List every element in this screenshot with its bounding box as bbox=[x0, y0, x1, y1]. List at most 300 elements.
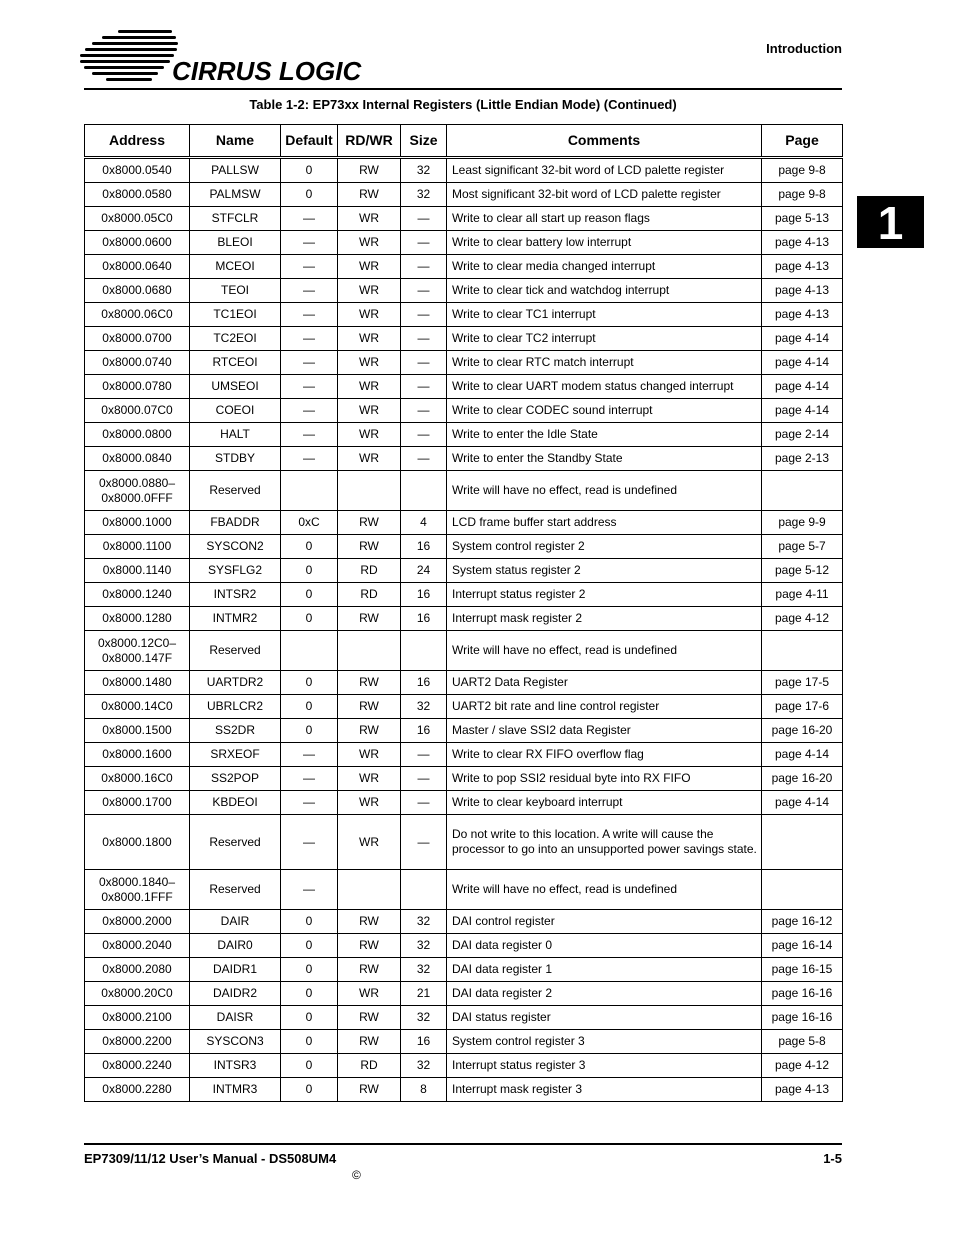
table-row bbox=[85, 423, 843, 447]
default-cell: 0 bbox=[281, 695, 338, 719]
name-cell: SYSFLG2 bbox=[190, 559, 281, 583]
name-cell: DAIR0 bbox=[190, 934, 281, 958]
rdwr-cell: WR bbox=[338, 815, 401, 870]
comment-cell: Write to clear CODEC sound interrupt bbox=[447, 399, 762, 423]
default-cell: — bbox=[281, 743, 338, 767]
default-cell: 0 bbox=[281, 1078, 338, 1102]
name-cell: DAIR bbox=[190, 910, 281, 934]
default-cell: — bbox=[281, 447, 338, 471]
default-cell: 0 bbox=[281, 583, 338, 607]
default-cell: — bbox=[281, 303, 338, 327]
page-cell: page 9-8 bbox=[762, 158, 843, 183]
size-cell: 16 bbox=[401, 607, 447, 631]
size-cell: 16 bbox=[401, 535, 447, 559]
table-row bbox=[85, 255, 843, 279]
header-rule bbox=[84, 88, 842, 90]
table-row bbox=[85, 158, 843, 183]
address-cell: 0x8000.20C0 bbox=[85, 982, 190, 1006]
address-cell: 0x8000.2000 bbox=[85, 910, 190, 934]
comment-cell: Write to enter the Standby State bbox=[447, 447, 762, 471]
name-cell: HALT bbox=[190, 423, 281, 447]
size-cell: — bbox=[401, 327, 447, 351]
rdwr-cell: RW bbox=[338, 183, 401, 207]
table-row bbox=[85, 471, 843, 511]
name-cell: INTMR2 bbox=[190, 607, 281, 631]
copyright-symbol: © bbox=[352, 1168, 361, 1182]
name-cell: Reserved bbox=[190, 815, 281, 870]
page-cell bbox=[762, 870, 843, 910]
default-cell: — bbox=[281, 815, 338, 870]
table-row bbox=[85, 1054, 843, 1078]
table-row bbox=[85, 719, 843, 743]
rdwr-cell: RW bbox=[338, 1006, 401, 1030]
footer-rule bbox=[84, 1143, 842, 1145]
page-cell: page 2-13 bbox=[762, 447, 843, 471]
name-cell: STFCLR bbox=[190, 207, 281, 231]
page-cell: page 4-14 bbox=[762, 791, 843, 815]
default-cell: — bbox=[281, 327, 338, 351]
size-cell: — bbox=[401, 279, 447, 303]
address-cell: 0x8000.0680 bbox=[85, 279, 190, 303]
address-cell: 0x8000.2100 bbox=[85, 1006, 190, 1030]
rdwr-cell: RW bbox=[338, 1030, 401, 1054]
page-cell: page 17-5 bbox=[762, 671, 843, 695]
rdwr-cell bbox=[338, 870, 401, 910]
default-cell: 0 bbox=[281, 910, 338, 934]
rdwr-cell: WR bbox=[338, 279, 401, 303]
comment-cell: Least significant 32-bit word of LCD palette register bbox=[447, 158, 762, 183]
size-cell: 16 bbox=[401, 583, 447, 607]
name-cell: STDBY bbox=[190, 447, 281, 471]
rdwr-cell: RD bbox=[338, 583, 401, 607]
table-row bbox=[85, 375, 843, 399]
page-cell: page 5-7 bbox=[762, 535, 843, 559]
size-cell: — bbox=[401, 743, 447, 767]
name-cell: MCEOI bbox=[190, 255, 281, 279]
address-cell: 0x8000.0640 bbox=[85, 255, 190, 279]
name-cell: SYSCON2 bbox=[190, 535, 281, 559]
address-cell: 0x8000.07C0 bbox=[85, 399, 190, 423]
rdwr-cell: WR bbox=[338, 743, 401, 767]
address-cell: 0x8000.1100 bbox=[85, 535, 190, 559]
table-row bbox=[85, 607, 843, 631]
comment-cell: DAI status register bbox=[447, 1006, 762, 1030]
column-header: RD/WR bbox=[338, 125, 401, 158]
name-cell: KBDEOI bbox=[190, 791, 281, 815]
rdwr-cell: WR bbox=[338, 423, 401, 447]
comment-cell: Write to pop SSI2 residual byte into RX FIFO bbox=[447, 767, 762, 791]
comment-cell: System control register 3 bbox=[447, 1030, 762, 1054]
page-cell: page 4-14 bbox=[762, 743, 843, 767]
rdwr-cell: RW bbox=[338, 158, 401, 183]
default-cell: 0 bbox=[281, 183, 338, 207]
default-cell: — bbox=[281, 279, 338, 303]
default-cell: — bbox=[281, 375, 338, 399]
rdwr-cell: WR bbox=[338, 231, 401, 255]
name-cell: INTSR3 bbox=[190, 1054, 281, 1078]
size-cell: 4 bbox=[401, 511, 447, 535]
address-cell: 0x8000.1700 bbox=[85, 791, 190, 815]
name-cell: UBRLCR2 bbox=[190, 695, 281, 719]
name-cell: TEOI bbox=[190, 279, 281, 303]
size-cell: — bbox=[401, 255, 447, 279]
chapter-tab: 1 bbox=[857, 196, 924, 248]
rdwr-cell: WR bbox=[338, 767, 401, 791]
rdwr-cell: WR bbox=[338, 303, 401, 327]
register-table bbox=[84, 124, 843, 1102]
comment-cell: UART2 Data Register bbox=[447, 671, 762, 695]
rdwr-cell: WR bbox=[338, 327, 401, 351]
address-cell: 0x8000.2240 bbox=[85, 1054, 190, 1078]
table-row bbox=[85, 207, 843, 231]
default-cell: — bbox=[281, 207, 338, 231]
page-cell: page 4-13 bbox=[762, 231, 843, 255]
comment-cell: System control register 2 bbox=[447, 535, 762, 559]
comment-cell: Write will have no effect, read is undefined bbox=[447, 471, 762, 511]
size-cell: — bbox=[401, 791, 447, 815]
register-table-body bbox=[85, 158, 843, 1102]
page-cell: page 5-8 bbox=[762, 1030, 843, 1054]
address-cell: 0x8000.1600 bbox=[85, 743, 190, 767]
size-cell: 32 bbox=[401, 183, 447, 207]
table-row bbox=[85, 671, 843, 695]
comment-cell: Interrupt mask register 3 bbox=[447, 1078, 762, 1102]
default-cell: — bbox=[281, 231, 338, 255]
size-cell: — bbox=[401, 399, 447, 423]
comment-cell: Write to clear media changed interrupt bbox=[447, 255, 762, 279]
comment-cell: Interrupt status register 2 bbox=[447, 583, 762, 607]
default-cell: — bbox=[281, 351, 338, 375]
size-cell: — bbox=[401, 303, 447, 327]
size-cell bbox=[401, 471, 447, 511]
name-cell: PALMSW bbox=[190, 183, 281, 207]
table-row bbox=[85, 351, 843, 375]
name-cell: DAIDR2 bbox=[190, 982, 281, 1006]
size-cell: 32 bbox=[401, 695, 447, 719]
page-cell: page 16-16 bbox=[762, 1006, 843, 1030]
comment-cell: Write to clear RTC match interrupt bbox=[447, 351, 762, 375]
address-cell: 0x8000.1800 bbox=[85, 815, 190, 870]
address-cell: 0x8000.1280 bbox=[85, 607, 190, 631]
name-cell: TC1EOI bbox=[190, 303, 281, 327]
size-cell: — bbox=[401, 231, 447, 255]
page-cell: page 9-8 bbox=[762, 183, 843, 207]
page-cell: page 4-14 bbox=[762, 399, 843, 423]
page-cell: page 4-13 bbox=[762, 1078, 843, 1102]
comment-cell: Write to clear all start up reason flags bbox=[447, 207, 762, 231]
page-cell: page 4-14 bbox=[762, 351, 843, 375]
rdwr-cell: WR bbox=[338, 375, 401, 399]
name-cell: UARTDR2 bbox=[190, 671, 281, 695]
default-cell: 0 bbox=[281, 1030, 338, 1054]
column-header: Default bbox=[281, 125, 338, 158]
name-cell: TC2EOI bbox=[190, 327, 281, 351]
name-cell: DAIDR1 bbox=[190, 958, 281, 982]
table-row bbox=[85, 1078, 843, 1102]
comment-cell: Write will have no effect, read is undefined bbox=[447, 870, 762, 910]
name-cell: INTMR3 bbox=[190, 1078, 281, 1102]
comment-cell: Write to clear TC1 interrupt bbox=[447, 303, 762, 327]
page-cell: page 4-12 bbox=[762, 607, 843, 631]
comment-cell: Write to clear RX FIFO overflow flag bbox=[447, 743, 762, 767]
table-row bbox=[85, 815, 843, 870]
rdwr-cell bbox=[338, 471, 401, 511]
rdwr-cell: RW bbox=[338, 958, 401, 982]
table-row bbox=[85, 870, 843, 910]
size-cell: 24 bbox=[401, 559, 447, 583]
address-cell: 0x8000.0600 bbox=[85, 231, 190, 255]
address-cell: 0x8000.0800 bbox=[85, 423, 190, 447]
footer-page-number: 1-5 bbox=[823, 1151, 842, 1166]
table-row bbox=[85, 791, 843, 815]
address-cell: 0x8000.05C0 bbox=[85, 207, 190, 231]
page-cell: page 5-12 bbox=[762, 559, 843, 583]
page-cell: page 4-11 bbox=[762, 583, 843, 607]
page-cell: page 16-15 bbox=[762, 958, 843, 982]
comment-cell: System status register 2 bbox=[447, 559, 762, 583]
table-row bbox=[85, 399, 843, 423]
default-cell bbox=[281, 631, 338, 671]
table-row bbox=[85, 231, 843, 255]
rdwr-cell: RW bbox=[338, 607, 401, 631]
comment-cell: UART2 bit rate and line control register bbox=[447, 695, 762, 719]
name-cell: SRXEOF bbox=[190, 743, 281, 767]
table-row bbox=[85, 910, 843, 934]
name-cell: SS2POP bbox=[190, 767, 281, 791]
address-cell: 0x8000.2080 bbox=[85, 958, 190, 982]
page-cell: page 4-13 bbox=[762, 279, 843, 303]
name-cell: DAISR bbox=[190, 1006, 281, 1030]
address-cell: 0x8000.0740 bbox=[85, 351, 190, 375]
table-row bbox=[85, 767, 843, 791]
page-cell: page 4-13 bbox=[762, 255, 843, 279]
rdwr-cell: RW bbox=[338, 695, 401, 719]
table-row bbox=[85, 934, 843, 958]
page-cell: page 4-14 bbox=[762, 327, 843, 351]
comment-cell: Write will have no effect, read is undefined bbox=[447, 631, 762, 671]
rdwr-cell: WR bbox=[338, 447, 401, 471]
address-cell: 0x8000.1140 bbox=[85, 559, 190, 583]
address-cell: 0x8000.2200 bbox=[85, 1030, 190, 1054]
table-row bbox=[85, 183, 843, 207]
address-cell: 0x8000.0700 bbox=[85, 327, 190, 351]
default-cell: 0 bbox=[281, 535, 338, 559]
footer-manual-title: EP7309/11/12 User’s Manual - DS508UM4 bbox=[84, 1151, 337, 1166]
size-cell: 16 bbox=[401, 671, 447, 695]
name-cell: FBADDR bbox=[190, 511, 281, 535]
comment-cell: DAI data register 0 bbox=[447, 934, 762, 958]
comment-cell: Write to clear battery low interrupt bbox=[447, 231, 762, 255]
logo-swoosh-icon bbox=[80, 30, 178, 81]
rdwr-cell: RW bbox=[338, 511, 401, 535]
default-cell: 0 bbox=[281, 158, 338, 183]
rdwr-cell: RW bbox=[338, 910, 401, 934]
rdwr-cell: RW bbox=[338, 671, 401, 695]
name-cell: Reserved bbox=[190, 471, 281, 511]
size-cell: 21 bbox=[401, 982, 447, 1006]
address-cell: 0x8000.1840– 0x8000.1FFF bbox=[85, 870, 190, 910]
page-cell: page 17-6 bbox=[762, 695, 843, 719]
rdwr-cell: RW bbox=[338, 719, 401, 743]
size-cell: — bbox=[401, 815, 447, 870]
default-cell: — bbox=[281, 791, 338, 815]
size-cell: 32 bbox=[401, 934, 447, 958]
size-cell: 32 bbox=[401, 1006, 447, 1030]
page-cell: page 4-13 bbox=[762, 303, 843, 327]
rdwr-cell: WR bbox=[338, 255, 401, 279]
default-cell: 0 bbox=[281, 1054, 338, 1078]
column-header: Comments bbox=[447, 125, 762, 158]
page-cell: page 16-20 bbox=[762, 719, 843, 743]
default-cell: 0 bbox=[281, 559, 338, 583]
rdwr-cell: RW bbox=[338, 934, 401, 958]
comment-cell: LCD frame buffer start address bbox=[447, 511, 762, 535]
page-cell: page 5-13 bbox=[762, 207, 843, 231]
column-header: Size bbox=[401, 125, 447, 158]
size-cell bbox=[401, 631, 447, 671]
table-row bbox=[85, 1030, 843, 1054]
table-row bbox=[85, 1006, 843, 1030]
address-cell: 0x8000.0840 bbox=[85, 447, 190, 471]
page-cell: page 4-12 bbox=[762, 1054, 843, 1078]
address-cell: 0x8000.12C0– 0x8000.147F bbox=[85, 631, 190, 671]
column-header: Name bbox=[190, 125, 281, 158]
address-cell: 0x8000.2040 bbox=[85, 934, 190, 958]
default-cell: — bbox=[281, 399, 338, 423]
comment-cell: Interrupt status register 3 bbox=[447, 1054, 762, 1078]
cirrus-logic-logo bbox=[80, 28, 362, 86]
rdwr-cell: RW bbox=[338, 535, 401, 559]
comment-cell: Write to clear UART modem status changed interrupt bbox=[447, 375, 762, 399]
page-cell: page 2-14 bbox=[762, 423, 843, 447]
rdwr-cell: RW bbox=[338, 1078, 401, 1102]
size-cell: 32 bbox=[401, 910, 447, 934]
default-cell: — bbox=[281, 423, 338, 447]
default-cell: 0 bbox=[281, 1006, 338, 1030]
comment-cell: Most significant 32-bit word of LCD palette register bbox=[447, 183, 762, 207]
page-cell: page 4-14 bbox=[762, 375, 843, 399]
address-cell: 0x8000.06C0 bbox=[85, 303, 190, 327]
default-cell: — bbox=[281, 255, 338, 279]
size-cell: — bbox=[401, 207, 447, 231]
table-row bbox=[85, 303, 843, 327]
address-cell: 0x8000.0580 bbox=[85, 183, 190, 207]
table-row bbox=[85, 743, 843, 767]
table-row bbox=[85, 327, 843, 351]
page-cell: page 16-12 bbox=[762, 910, 843, 934]
default-cell bbox=[281, 471, 338, 511]
page-cell: page 9-9 bbox=[762, 511, 843, 535]
size-cell: — bbox=[401, 375, 447, 399]
default-cell: 0 bbox=[281, 607, 338, 631]
page-cell bbox=[762, 631, 843, 671]
section-title: Introduction bbox=[766, 41, 842, 56]
rdwr-cell: WR bbox=[338, 207, 401, 231]
rdwr-cell: WR bbox=[338, 351, 401, 375]
page-cell: page 16-20 bbox=[762, 767, 843, 791]
address-cell: 0x8000.0880– 0x8000.0FFF bbox=[85, 471, 190, 511]
table-row bbox=[85, 958, 843, 982]
svg-text:CIRRUS LOGIC: CIRRUS LOGIC bbox=[172, 56, 362, 86]
address-cell: 0x8000.16C0 bbox=[85, 767, 190, 791]
rdwr-cell: WR bbox=[338, 791, 401, 815]
name-cell: PALLSW bbox=[190, 158, 281, 183]
default-cell: 0 bbox=[281, 671, 338, 695]
size-cell: 16 bbox=[401, 719, 447, 743]
rdwr-cell: RD bbox=[338, 1054, 401, 1078]
default-cell: — bbox=[281, 870, 338, 910]
address-cell: 0x8000.0540 bbox=[85, 158, 190, 183]
name-cell: SYSCON3 bbox=[190, 1030, 281, 1054]
table-row bbox=[85, 279, 843, 303]
address-cell: 0x8000.1240 bbox=[85, 583, 190, 607]
size-cell: — bbox=[401, 447, 447, 471]
default-cell: 0 bbox=[281, 982, 338, 1006]
size-cell: — bbox=[401, 767, 447, 791]
name-cell: INTSR2 bbox=[190, 583, 281, 607]
address-cell: 0x8000.14C0 bbox=[85, 695, 190, 719]
size-cell: 8 bbox=[401, 1078, 447, 1102]
size-cell: 32 bbox=[401, 1054, 447, 1078]
size-cell: 32 bbox=[401, 958, 447, 982]
name-cell: Reserved bbox=[190, 631, 281, 671]
table-header-row bbox=[85, 125, 843, 158]
table-row bbox=[85, 447, 843, 471]
comment-cell: Master / slave SSI2 data Register bbox=[447, 719, 762, 743]
default-cell: 0 bbox=[281, 934, 338, 958]
comment-cell: DAI data register 1 bbox=[447, 958, 762, 982]
page-cell bbox=[762, 471, 843, 511]
column-header: Page bbox=[762, 125, 843, 158]
comment-cell: Write to clear keyboard interrupt bbox=[447, 791, 762, 815]
rdwr-cell bbox=[338, 631, 401, 671]
table-row bbox=[85, 695, 843, 719]
comment-cell: Write to clear TC2 interrupt bbox=[447, 327, 762, 351]
size-cell: 32 bbox=[401, 158, 447, 183]
name-cell: UMSEOI bbox=[190, 375, 281, 399]
address-cell: 0x8000.2280 bbox=[85, 1078, 190, 1102]
size-cell: 16 bbox=[401, 1030, 447, 1054]
table-row bbox=[85, 583, 843, 607]
size-cell: — bbox=[401, 423, 447, 447]
name-cell: Reserved bbox=[190, 870, 281, 910]
column-header: Address bbox=[85, 125, 190, 158]
default-cell: 0 bbox=[281, 719, 338, 743]
address-cell: 0x8000.1000 bbox=[85, 511, 190, 535]
address-cell: 0x8000.0780 bbox=[85, 375, 190, 399]
comment-cell: Do not write to this location. A write will cause the processor to go into an unsupported power savings state. bbox=[447, 815, 762, 870]
page-cell: page 16-14 bbox=[762, 934, 843, 958]
comment-cell: Interrupt mask register 2 bbox=[447, 607, 762, 631]
page-cell bbox=[762, 815, 843, 870]
default-cell: — bbox=[281, 767, 338, 791]
table-row bbox=[85, 559, 843, 583]
name-cell: SS2DR bbox=[190, 719, 281, 743]
comment-cell: DAI data register 2 bbox=[447, 982, 762, 1006]
rdwr-cell: WR bbox=[338, 982, 401, 1006]
address-cell: 0x8000.1480 bbox=[85, 671, 190, 695]
table-row bbox=[85, 511, 843, 535]
table-row bbox=[85, 982, 843, 1006]
default-cell: 0xC bbox=[281, 511, 338, 535]
name-cell: COEOI bbox=[190, 399, 281, 423]
rdwr-cell: WR bbox=[338, 399, 401, 423]
table-row bbox=[85, 535, 843, 559]
table-row bbox=[85, 631, 843, 671]
page-cell: page 16-16 bbox=[762, 982, 843, 1006]
name-cell: RTCEOI bbox=[190, 351, 281, 375]
rdwr-cell: RD bbox=[338, 559, 401, 583]
